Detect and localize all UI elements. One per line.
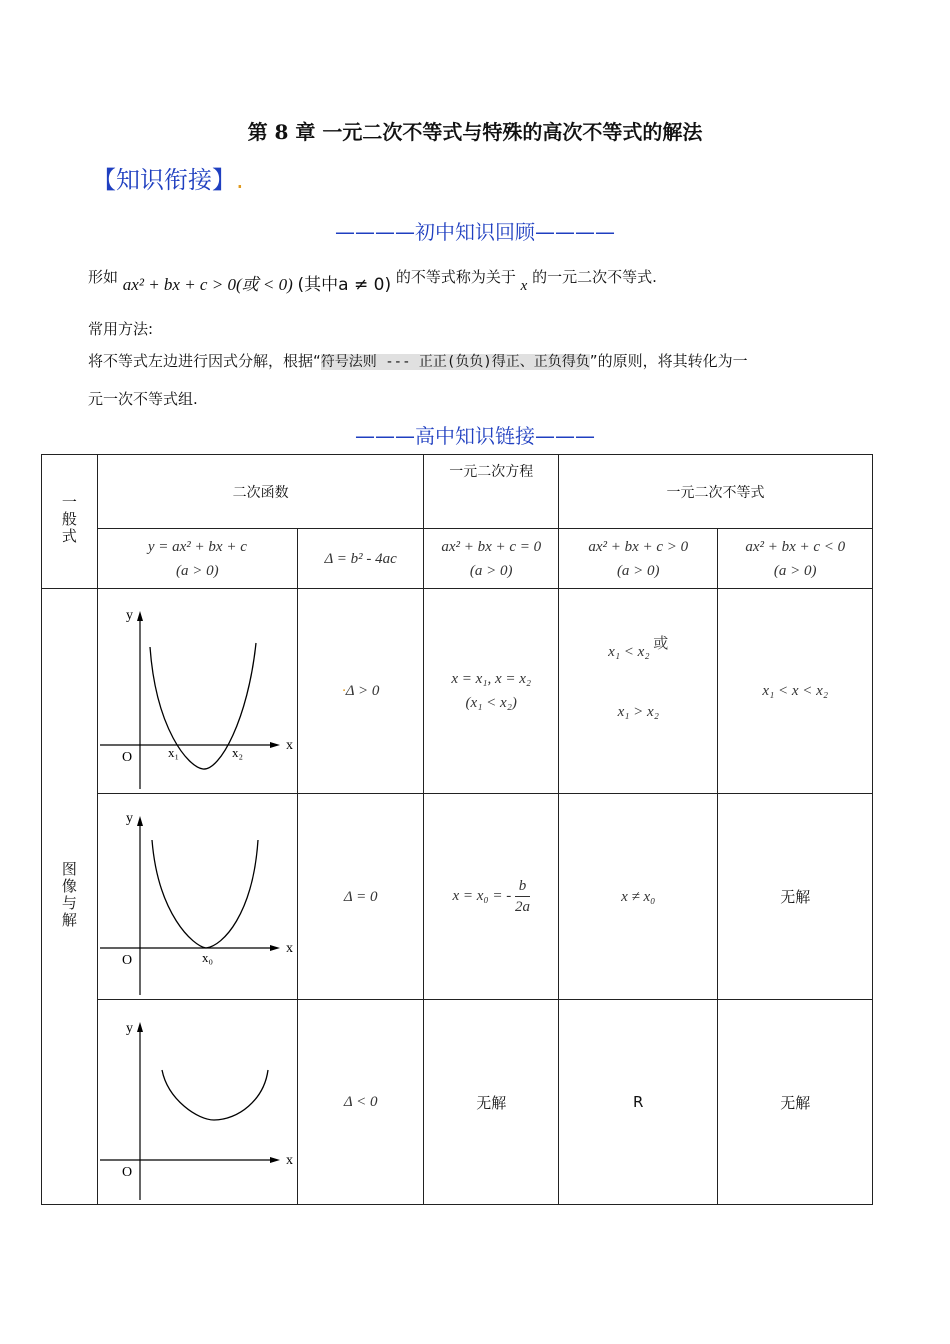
section-knowledge-link: [92, 160, 244, 195]
x-axis-arrow: [270, 742, 280, 748]
x-axis-arrow: [270, 945, 280, 951]
fraction-numerator: b: [515, 876, 530, 897]
section-dot: .: [236, 166, 244, 194]
graph-solution-label: 图像与解: [59, 860, 78, 929]
y-axis-arrow: [137, 1022, 143, 1032]
ineq-gt-condition: (a > 0): [616, 562, 660, 579]
lt-no-root-cell: [718, 1000, 873, 1205]
header-quadratic-function: [97, 455, 424, 529]
method-line-1-a: 将不等式左边进行因式分解，根据“: [88, 352, 321, 370]
gt-one-root-cell: [559, 794, 718, 1000]
intro-condition: (其中a ≠ 0): [297, 275, 392, 295]
fraction-denominator: 2a: [515, 899, 530, 915]
gt-two-roots-part1: x₁ < x₂: [608, 643, 650, 660]
y-axis-label: y: [125, 1021, 133, 1036]
x-axis-label: x: [285, 941, 293, 956]
intro-var: x: [520, 278, 528, 294]
root0-label: x₀: [201, 950, 213, 965]
delta-negative-cell: [297, 1000, 424, 1205]
method-line-1-c: 将其转化为一: [657, 352, 748, 370]
method-line-2: 元一次不等式组.: [88, 390, 198, 408]
header-quadratic-function-label: 二次函数: [232, 484, 289, 501]
equation-condition: (a > 0): [469, 562, 513, 579]
origin-label: O: [121, 1165, 132, 1180]
discriminant-formula: Δ = b² - 4ac: [324, 550, 397, 567]
equation-two-roots-cell: [424, 589, 559, 794]
equation-one-root-cell: [424, 794, 559, 1000]
delta-zero-cell: [297, 794, 424, 1000]
intro-prefix: 形如: [88, 268, 119, 286]
intro-mid: 的不等式称为关于: [395, 268, 516, 286]
discriminant-cell: [297, 529, 424, 589]
lt-one-root-solution: 无解: [780, 888, 811, 906]
general-form-cell: [42, 455, 98, 589]
origin-label: O: [121, 953, 132, 968]
root2-label: x₂: [231, 745, 243, 760]
equation-one-root: x = x₀ = -: [452, 887, 512, 904]
lt-two-roots-cell: [718, 589, 873, 794]
y-axis-arrow: [137, 816, 143, 826]
method-line-1: [88, 350, 868, 371]
gt-one-root-solution: x ≠ x₀: [621, 888, 656, 905]
graph-cell-no-root: [97, 1000, 297, 1205]
y-axis-label: y: [125, 811, 133, 826]
method-label: 常用方法:: [88, 320, 154, 338]
quadratic-summary-table: [41, 454, 873, 1205]
gt-no-root-cell: [559, 1000, 718, 1205]
sign-rule-highlight: 符号法则 --- 正正(负负)得正、正负得负: [320, 354, 590, 370]
delta-positive: Δ > 0: [345, 683, 380, 699]
general-form-label: 一般式: [59, 494, 78, 545]
graph-cell-two-roots: [97, 589, 297, 794]
delta-negative: Δ < 0: [343, 1094, 378, 1110]
header-inequality-label: 一元二次不等式: [666, 484, 765, 501]
ineq-gt-formula-cell: [559, 529, 718, 589]
equation-formula: ax² + bx + c = 0: [441, 538, 542, 555]
lt-one-root-cell: [718, 794, 873, 1000]
graph-solution-cell: [42, 589, 98, 1205]
equation-no-root-cell: [424, 1000, 559, 1205]
parabola-no-root-graph: [98, 1000, 297, 1200]
function-formula: y = ax² + bx + c: [147, 538, 247, 555]
equation-no-root: 无解: [476, 1093, 507, 1112]
section-knowledge-link-label: 【知识衔接】: [92, 166, 236, 194]
ineq-lt-formula-cell: [718, 529, 873, 589]
intro-suffix: 的一元二次不等式.: [532, 268, 657, 286]
header-equation-label: 一元二次方程: [449, 464, 534, 480]
page-title: 第 8 章 一元二次不等式与特殊的高次不等式的解法: [247, 120, 703, 144]
graph-cell-one-root: [97, 794, 297, 1000]
senior-link-heading: ———高中知识链接———: [355, 424, 595, 448]
parabola-curve: [152, 840, 258, 948]
gt-two-roots-cell: [559, 589, 718, 794]
delta-positive-cell: ·Δ > 0: [297, 589, 424, 794]
origin-label: O: [121, 750, 132, 765]
x-axis-label: x: [285, 1153, 293, 1168]
gt-two-roots-part2: x₁ > x₂: [617, 703, 659, 720]
junior-review-heading: ————初中知识回顾————: [335, 220, 615, 244]
intro-formula: ax² + bx + c > 0(或 < 0): [122, 275, 293, 294]
function-condition: (a > 0): [176, 562, 219, 579]
method-line-1-b: ”的原则，: [589, 352, 658, 370]
function-formula-cell: [97, 529, 297, 589]
ineq-lt-formula: ax² + bx + c < 0: [745, 538, 846, 555]
lt-no-root-solution: 无解: [780, 1093, 811, 1112]
header-inequality: [559, 455, 873, 529]
ineq-gt-formula: ax² + bx + c > 0: [588, 538, 689, 555]
ineq-lt-condition: (a > 0): [773, 562, 817, 579]
y-axis-label: y: [125, 608, 133, 623]
equation-two-roots: x = x₁, x = x₂: [451, 671, 532, 687]
header-equation: [424, 455, 559, 529]
parabola-one-root-graph: [98, 794, 297, 995]
x-axis-arrow: [270, 1157, 280, 1163]
delta-zero: Δ = 0: [343, 888, 378, 905]
x-axis-label: x: [285, 738, 293, 753]
parabola-curve: [162, 1070, 268, 1120]
lt-two-roots-solution: x₁ < x < x₂: [762, 683, 829, 699]
equation-fraction: [515, 876, 530, 917]
y-axis-arrow: [137, 611, 143, 621]
intro-paragraph: [88, 262, 657, 295]
parabola-two-roots-graph: [98, 589, 297, 789]
equation-formula-cell: [424, 529, 559, 589]
equation-two-roots-note: (x₁ < x₂): [465, 695, 517, 711]
gt-no-root-solution: R: [633, 1093, 644, 1111]
gt-or: 或: [653, 633, 669, 652]
root1-label: x₁: [167, 745, 179, 760]
